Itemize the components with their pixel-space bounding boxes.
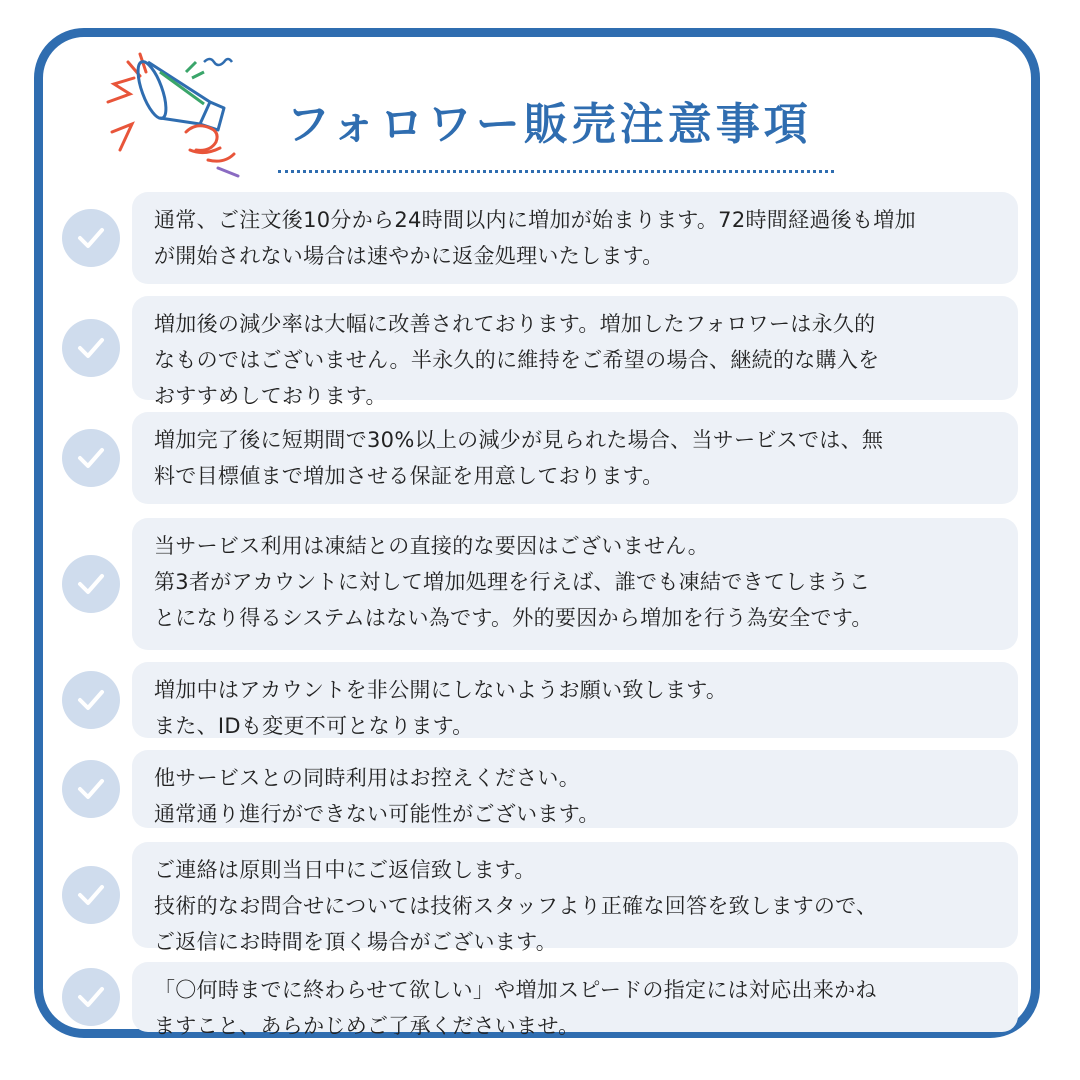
list-item bbox=[60, 962, 1020, 1038]
megaphone-icon bbox=[100, 32, 260, 182]
list-item bbox=[60, 662, 1020, 738]
list-item bbox=[60, 296, 1020, 408]
notice-card bbox=[132, 192, 1018, 284]
check-icon bbox=[62, 319, 120, 377]
list-item bbox=[60, 192, 1020, 284]
notice-text: ご連絡は原則当日中にご返信致します。 技術的なお問合せについては技術スタッフより正確な回答を致しますので、 ご返信にお時間を頂く場合がございます。 bbox=[154, 858, 878, 954]
list-item bbox=[60, 412, 1020, 504]
page-title: フォロワー販売注意事項 bbox=[286, 99, 812, 150]
notice-card bbox=[132, 296, 1018, 408]
check-icon bbox=[62, 671, 120, 729]
notice-text: 通常、ご注文後10分から24時間以内に増加が始まります。72時間経過後も増加 が開始されない場合は速やかに返金処理いたします。 bbox=[154, 208, 916, 268]
notice-card bbox=[132, 662, 1018, 738]
check-icon bbox=[62, 968, 120, 1026]
notice-card bbox=[132, 842, 1018, 954]
notice-text: 増加中はアカウントを非公開にしないようお願い致します。 また、IDも変更不可となります。 bbox=[154, 678, 728, 738]
check-icon bbox=[62, 555, 120, 613]
check-icon bbox=[62, 209, 120, 267]
header bbox=[100, 32, 860, 182]
notice-text: 「〇何時までに終わらせて欲しい」や増加スピードの指定には対応出来かね ますこと、あらかじめご了承くださいませ。 bbox=[154, 978, 877, 1038]
check-icon bbox=[62, 866, 120, 924]
notice-card bbox=[132, 962, 1018, 1038]
notice-text: 増加後の減少率は大幅に改善されております。増加したフォロワーは永久的 なものではございません。半永久的に維持をご希望の場合、継続的な購入を おすすめしております。 bbox=[154, 312, 880, 408]
check-icon bbox=[62, 760, 120, 818]
list-item bbox=[60, 750, 1020, 828]
notice-card bbox=[132, 750, 1018, 828]
list-item bbox=[60, 842, 1020, 954]
notice-text: 増加完了後に短期間で30%以上の減少が見られた場合、当サービスでは、無 料で目標値まで増加させる保証を用意しております。 bbox=[154, 428, 884, 488]
notice-card bbox=[132, 412, 1018, 504]
list-item bbox=[60, 518, 1020, 650]
title-underline bbox=[278, 170, 834, 173]
check-icon bbox=[62, 429, 120, 487]
notice-text: 他サービスとの同時利用はお控えください。 通常通り進行ができない可能性がございます。 bbox=[154, 766, 600, 826]
notice-text: 当サービス利用は凍結との直接的な要因はございません。 第3者がアカウントに対して増加処理を行えば、誰でも凍結できてしまうこ とになり得るシステムはない為です。外的要因から増加を行う為安全です。 bbox=[154, 534, 873, 630]
notice-card bbox=[132, 518, 1018, 650]
